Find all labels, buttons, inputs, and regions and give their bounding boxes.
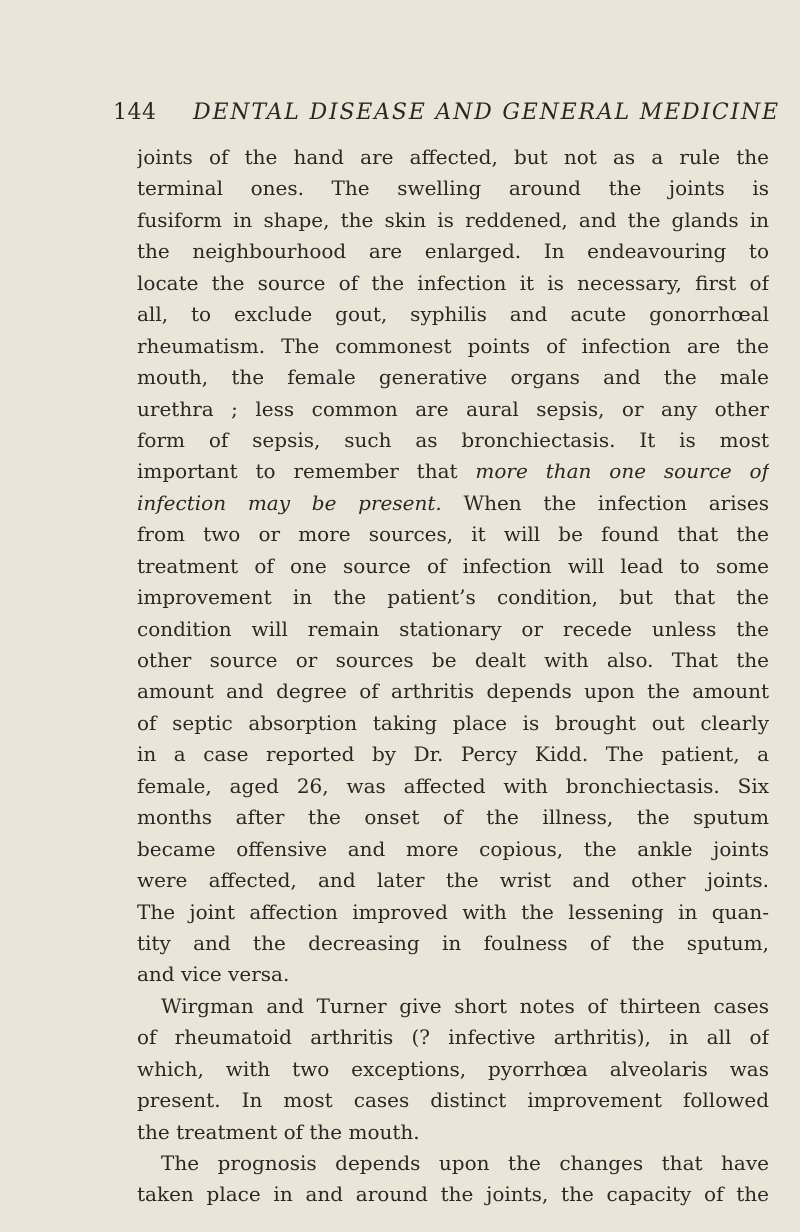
- text-line: amount and degree of arthritis depends upon the amount: [137, 679, 769, 704]
- text-line: [137, 456, 769, 487]
- text-line: the neighbourhood are enlarged. In endeavouring to: [137, 239, 769, 264]
- text-line: taken place in and around the joints, the capacity of the: [137, 1182, 769, 1207]
- text-line: which, with two exceptions, pyorrhœa alveolaris was: [137, 1056, 769, 1081]
- text-line: other source or sources be dealt with also. That the: [137, 648, 769, 672]
- text-line: of septic absorption taking place is brought out clearly: [137, 710, 769, 735]
- text-line: mouth, the female generative organs and the male: [137, 365, 769, 390]
- text-line: [137, 488, 769, 519]
- text-line: joints of the hand are affected, but not as a rule the: [137, 145, 769, 169]
- text-line: were affected, and later the wrist and other joints.: [137, 868, 769, 893]
- text-line: the treatment of the mouth.: [137, 1119, 420, 1144]
- text-line: urethra ; less common are aural sepsis, or any other: [137, 396, 769, 421]
- text-span: important to remember that: [137, 459, 476, 484]
- running-title: DENTAL DISEASE AND GENERAL MEDICINE: [193, 100, 780, 125]
- text-line: of rheumatoid arthritis (? infective arthritis), in all of: [137, 1025, 769, 1050]
- text-line: terminal ones. The swelling around the joints is: [137, 176, 769, 201]
- text-line: rheumatism. The commonest points of infection are the: [137, 333, 769, 358]
- text-line: female, aged 26, was affected with bronchiectasis. Six: [137, 773, 769, 798]
- text-line: form of sepsis, such as bronchiectasis. It is most: [137, 427, 769, 452]
- text-span: When the infection arises: [441, 490, 769, 515]
- text-line: present. In most cases distinct improvement followed: [137, 1088, 769, 1113]
- text-line: became offensive and more copious, the ankle joints: [137, 836, 769, 861]
- text-line: from two or more sources, it will be found that the: [137, 522, 769, 547]
- text-line: all, to exclude gout, syphilis and acute gonorrhœal: [137, 302, 769, 327]
- text-line: in a case reported by Dr. Percy Kidd. The patient, a: [137, 742, 769, 767]
- italic-text: infection may be present.: [137, 490, 442, 515]
- text-line: The joint affection improved with the lessening in quan-: [137, 899, 769, 924]
- text-line: improvement in the patient’s condition, but that the: [137, 585, 769, 610]
- text-line: condition will remain stationary or recede unless the: [137, 616, 769, 641]
- text-line: locate the source of the infection it is necessary, first of: [137, 270, 769, 295]
- page-header: [113, 98, 780, 132]
- text-line: months after the onset of the illness, the sputum: [137, 805, 769, 830]
- italic-text: more than one source of: [475, 459, 769, 484]
- text-line: and vice versa.: [137, 962, 290, 987]
- text-line: fusiform in shape, the skin is reddened, and the glands in: [137, 207, 769, 232]
- text-line: tity and the decreasing in foulness of the sputum,: [137, 930, 769, 955]
- text-line: Wirgman and Turner give short notes of thirteen cases: [161, 993, 769, 1018]
- text-line: The prognosis depends upon the changes that have: [161, 1151, 769, 1175]
- body-text: [137, 142, 769, 1211]
- text-line: treatment of one source of infection will lead to some: [137, 553, 769, 578]
- page-number: 144: [113, 100, 157, 125]
